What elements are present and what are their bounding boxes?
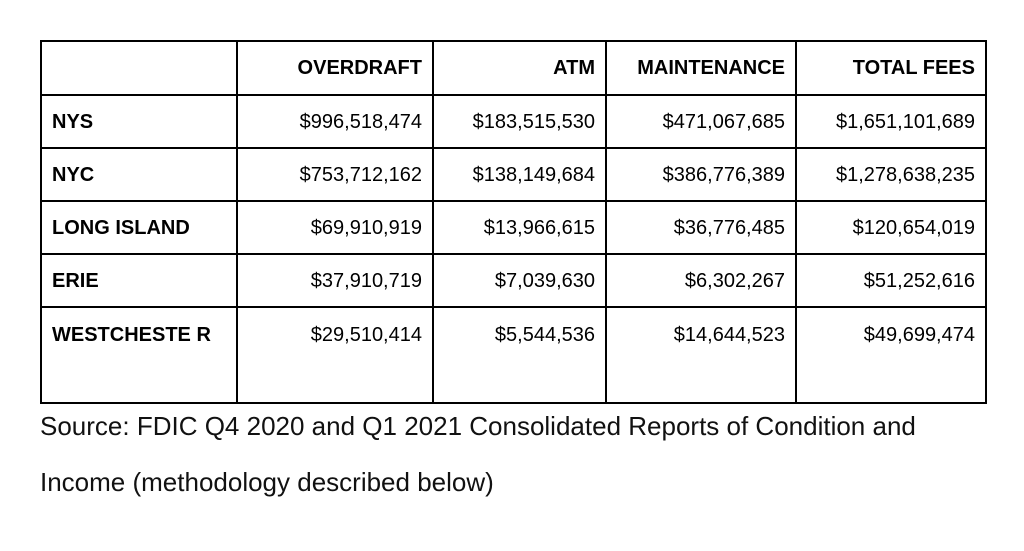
atm-cell: $138,149,684 <box>433 148 606 201</box>
header-region <box>41 41 237 95</box>
header-atm: ATM <box>433 41 606 95</box>
fees-table <box>40 40 987 404</box>
total-fees-cell: $49,699,474 <box>796 307 986 403</box>
atm-cell: $13,966,615 <box>433 201 606 254</box>
overdraft-cell: $753,712,162 <box>237 148 433 201</box>
total-fees-cell: $1,278,638,235 <box>796 148 986 201</box>
overdraft-cell: $37,910,719 <box>237 254 433 307</box>
maintenance-cell: $471,067,685 <box>606 95 796 148</box>
atm-cell: $5,544,536 <box>433 307 606 403</box>
region-cell: LONG ISLAND <box>41 201 237 254</box>
header-total-fees: TOTAL FEES <box>796 41 986 95</box>
region-cell: ERIE <box>41 254 237 307</box>
maintenance-cell: $14,644,523 <box>606 307 796 403</box>
atm-cell: $7,039,630 <box>433 254 606 307</box>
overdraft-cell: $29,510,414 <box>237 307 433 403</box>
region-cell: WESTCHESTE R <box>41 307 237 403</box>
atm-cell: $183,515,530 <box>433 95 606 148</box>
maintenance-cell: $36,776,485 <box>606 201 796 254</box>
table-row <box>41 307 986 403</box>
maintenance-cell: $386,776,389 <box>606 148 796 201</box>
overdraft-cell: $69,910,919 <box>237 201 433 254</box>
table-row <box>41 148 986 201</box>
table-row <box>41 95 986 148</box>
table-row <box>41 201 986 254</box>
table-header-row <box>41 41 986 95</box>
overdraft-cell: $996,518,474 <box>237 95 433 148</box>
maintenance-cell: $6,302,267 <box>606 254 796 307</box>
total-fees-cell: $1,651,101,689 <box>796 95 986 148</box>
region-cell: NYC <box>41 148 237 201</box>
total-fees-cell: $51,252,616 <box>796 254 986 307</box>
region-cell: NYS <box>41 95 237 148</box>
source-note: Source: FDIC Q4 2020 and Q1 2021 Consolidated Reports of Condition and Income (methodology described below) <box>40 411 916 497</box>
table-row <box>41 254 986 307</box>
header-maintenance: MAINTENANCE <box>606 41 796 95</box>
total-fees-cell: $120,654,019 <box>796 201 986 254</box>
header-overdraft: OVERDRAFT <box>237 41 433 95</box>
